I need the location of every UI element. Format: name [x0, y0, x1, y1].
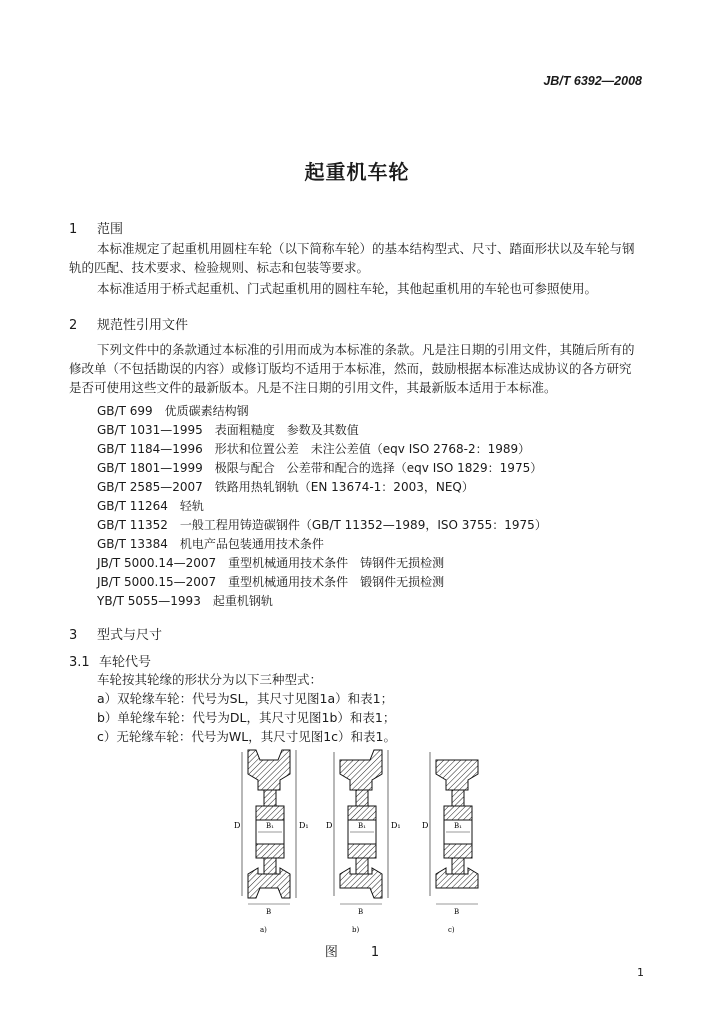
paragraph-line: 本标准规定了起重机用圆柱车轮（以下简称车轮）的基本结构型式、尺寸、踏面形状以及车轮与钢 — [97, 241, 635, 256]
page-number: 1 — [637, 966, 644, 979]
figure-caption: 图 1 — [324, 945, 390, 960]
section-2-heading — [69, 314, 188, 333]
drawing-label-a: a) — [260, 926, 267, 934]
reference-item: GB/T 1801—1999 极限与配合 公差带和配合的选择（eqv ISO 1829：1975） — [97, 461, 543, 475]
dim-label-B1: B₁ — [266, 822, 274, 830]
dim-label-B1: B₁ — [454, 822, 462, 830]
dim-label-D: D — [422, 821, 429, 830]
section-title: 规范性引用文件 — [97, 318, 189, 333]
paragraph-line: 轨的匹配、技术要求、检验规则、标志和包装等要求。 — [69, 260, 370, 275]
wheel-drawing-a — [234, 750, 309, 934]
paragraph-line: 本标准适用于桥式起重机、门式起重机用的圆柱车轮，其他起重机用的车轮也可参照使用。 — [97, 281, 598, 296]
dim-label-D1: D₁ — [299, 821, 309, 830]
paragraph-line: 修改单（不包括勘误的内容）或修订版均不适用于本标准，然而，鼓励根据本标准达成协议的各方研究 — [69, 361, 632, 376]
reference-item: YB/T 5055—1993 起重机钢轨 — [97, 594, 273, 608]
drawing-label-c: c) — [448, 926, 455, 934]
reference-item: GB/T 13384 机电产品包装通用技术条件 — [97, 537, 324, 551]
reference-item: GB/T 2585—2007 铁路用热轧钢轨（EN 13674-1：2003，NEQ） — [97, 480, 474, 494]
subsection-number: 3.1 — [69, 655, 90, 670]
reference-item: GB/T 699 优质碳素结构钢 — [97, 404, 249, 418]
dim-label-D: D — [326, 821, 333, 830]
section-1-heading — [69, 218, 123, 237]
wheel-drawing-b — [326, 750, 401, 934]
section-title: 范围 — [97, 222, 124, 237]
document-title: 起重机车轮 — [304, 160, 410, 184]
reference-item: JB/T 5000.15—2007 重型机械通用技术条件 锻钢件无损检测 — [97, 575, 445, 589]
dim-label-B: B — [454, 908, 460, 916]
section-number: 2 — [69, 318, 78, 333]
wheel-drawings — [220, 746, 500, 936]
subsection-title: 车轮代号 — [99, 655, 152, 670]
section-number: 1 — [69, 222, 78, 237]
paragraph-line: 是否可使用这些文件的最新版本。凡是不注日期的引用文件，其最新版本适用于本标准。 — [69, 380, 557, 395]
dim-label-B: B — [266, 908, 272, 916]
dim-label-D: D — [234, 821, 241, 830]
figure-1 — [220, 746, 500, 940]
dim-label-D1: D₁ — [391, 821, 401, 830]
list-item: b）单轮缘车轮：代号为DL，其尺寸见图1b）和表1； — [97, 710, 396, 725]
reference-item: GB/T 1031—1995 表面粗糙度 参数及其数值 — [97, 423, 359, 437]
wheel-drawing-c — [422, 752, 478, 934]
dim-label-B1: B₁ — [358, 822, 366, 830]
list-item: a）双轮缘车轮：代号为SL，其尺寸见图1a）和表1； — [97, 691, 394, 706]
section-title: 型式与尺寸 — [97, 628, 163, 643]
reference-item: JB/T 5000.14—2007 重型机械通用技术条件 铸钢件无损检测 — [97, 556, 445, 570]
reference-item: GB/T 1184—1996 形状和位置公差 未注公差值（eqv ISO 2768-2：1989） — [97, 442, 531, 456]
paragraph-line: 下列文件中的条款通过本标准的引用而成为本标准的条款。凡是注日期的引用文件，其随后所有的 — [97, 342, 635, 357]
paragraph-line: 车轮按其轮缘的形状分为以下三种型式： — [97, 672, 323, 687]
reference-item: GB/T 11264 轻轨 — [97, 499, 204, 513]
dim-label-B: B — [358, 908, 364, 916]
section-number: 3 — [69, 628, 78, 643]
subsection-3-1-heading — [69, 651, 151, 670]
drawing-label-b: b) — [352, 926, 360, 934]
document-code: JB/T 6392—2008 — [543, 74, 642, 88]
list-item: c）无轮缘车轮：代号为WL，其尺寸见图1c）和表1。 — [97, 729, 396, 744]
reference-item: GB/T 11352 一般工程用铸造碳钢件（GB/T 11352—1989，ISO 3755：1975） — [97, 518, 547, 532]
section-3-heading — [69, 624, 162, 643]
